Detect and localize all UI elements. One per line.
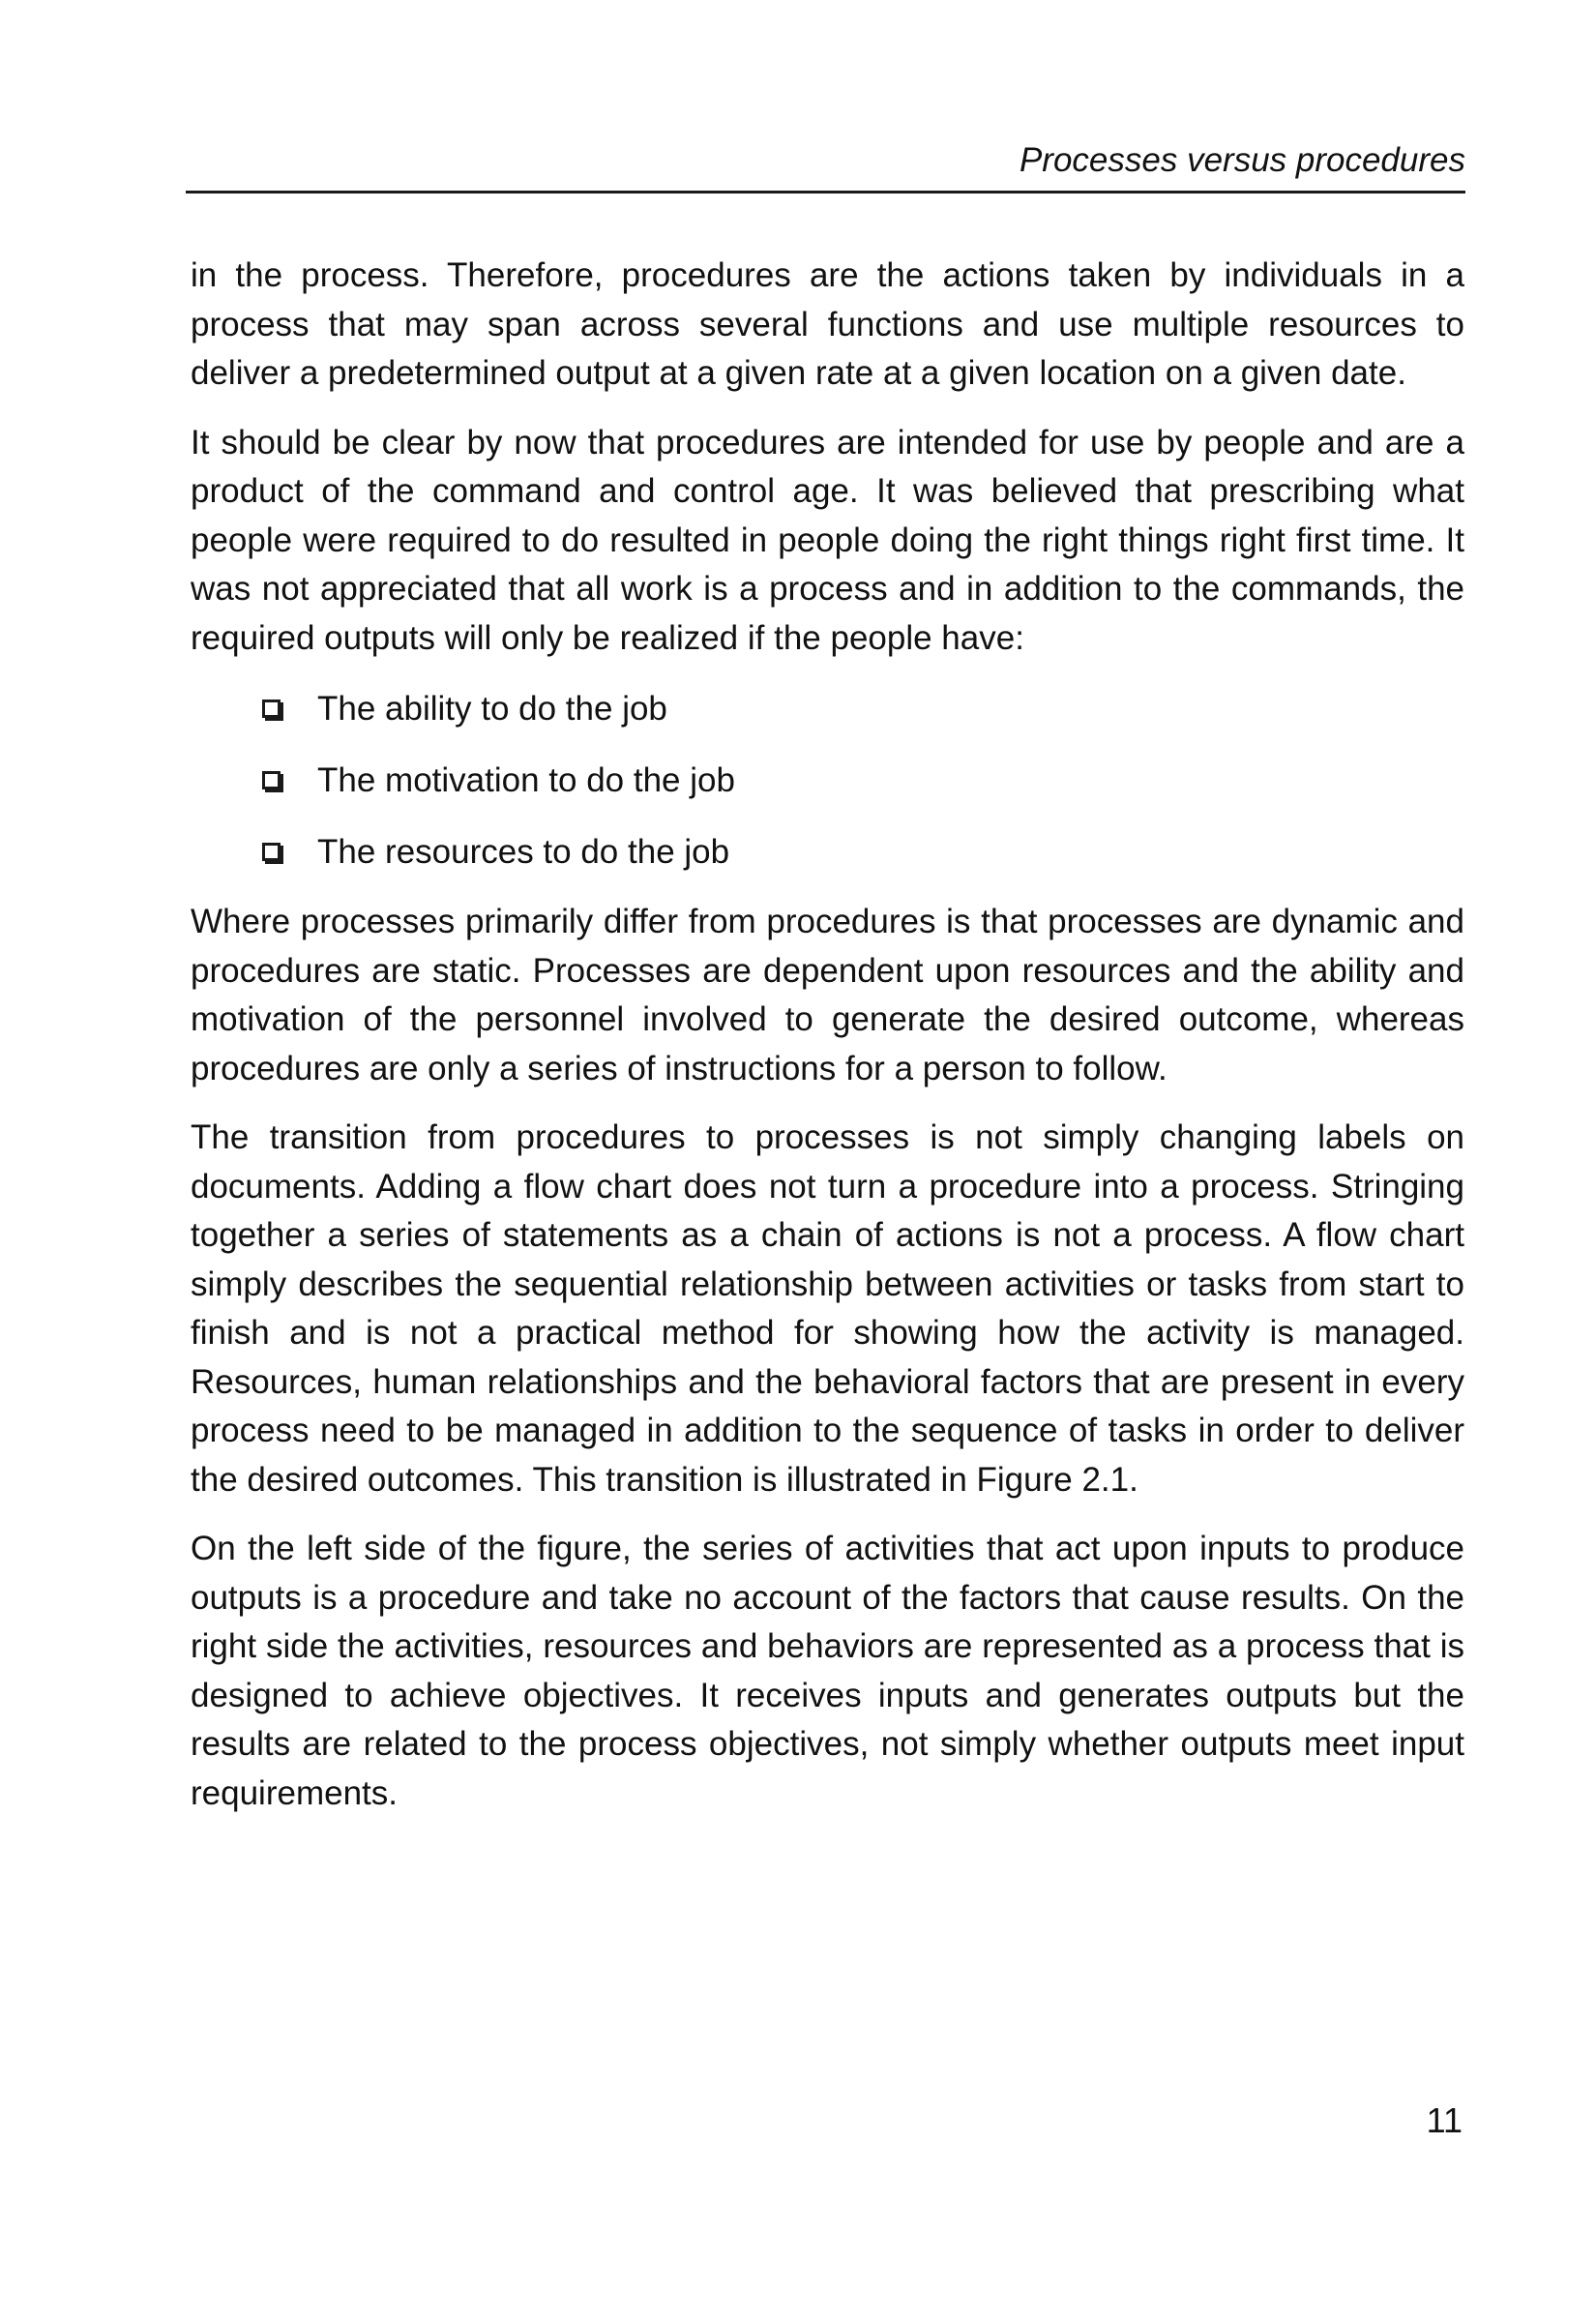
paragraph-processes-dynamic: Where processes primarily differ from procedures is that processes are dynamic and procedures are static. Processes are dependent upon resources and the ability and motivation of the personnel involved to generate the desired outcome, whereas procedures are only a series of instructions for a person to follow. xyxy=(191,903,1464,1087)
checkbox-bullet-icon xyxy=(262,771,281,789)
paragraph-procedures-people: It should be clear by now that procedures are intended for use by people and are a product of the command and control age. It was believed that prescribing what people were required to do resulted in people doing the right things right first time. It was not appreciated that all work is a process and in addition to the commands, the required outputs will only be realized if the people have: xyxy=(191,423,1464,657)
body-text xyxy=(191,252,1464,1838)
list-item-text: The motivation to do the job xyxy=(317,760,735,799)
paragraph-figure-explanation: On the left side of the figure, the series of activities that act upon inputs to produce outputs is a procedure and take no account of the factors that cause results. On the right side the activities, resources and behaviors are represented as a process that is designed to achieve objectives. It receives inputs and generates outputs but the results are related to the process objectives, not simply whether outputs meet input requirements. xyxy=(191,1530,1464,1812)
paragraph-continuation: in the process. Therefore, procedures are the actions taken by individuals in a process that may span across several functions and use multiple resources to deliver a predetermined output at a given rate at a given location on a given date. xyxy=(191,256,1464,392)
checkbox-bullet-icon xyxy=(262,843,281,861)
list-item-text: The ability to do the job xyxy=(317,689,667,728)
page-number: 11 xyxy=(1426,2100,1463,2140)
list-item-text: The resources to do the job xyxy=(317,832,730,871)
checkbox-bullet-icon xyxy=(262,700,281,718)
paragraph-transition: The transition from procedures to processes is not simply changing labels on documents. Adding a flow chart does not turn a procedure into a process. Stringing together a series of statements as a chain of actions is not a process. A flow chart simply describes the sequential relationship between activities or tasks from start to finish and is not a practical method for showing how the activity is managed. Resources, human relationships and the behavioral factors that are present in every process need to be managed in addition to the sequence of tasks in order to deliver the desired outcomes. This transition is illustrated in Figure 2.1. xyxy=(191,1118,1464,1499)
running-header xyxy=(186,137,1465,194)
requirements-list xyxy=(191,683,1464,878)
list-item xyxy=(191,755,1464,806)
running-header-title: Processes versus procedures xyxy=(1019,141,1465,179)
list-item xyxy=(191,826,1464,878)
list-item xyxy=(191,683,1464,734)
